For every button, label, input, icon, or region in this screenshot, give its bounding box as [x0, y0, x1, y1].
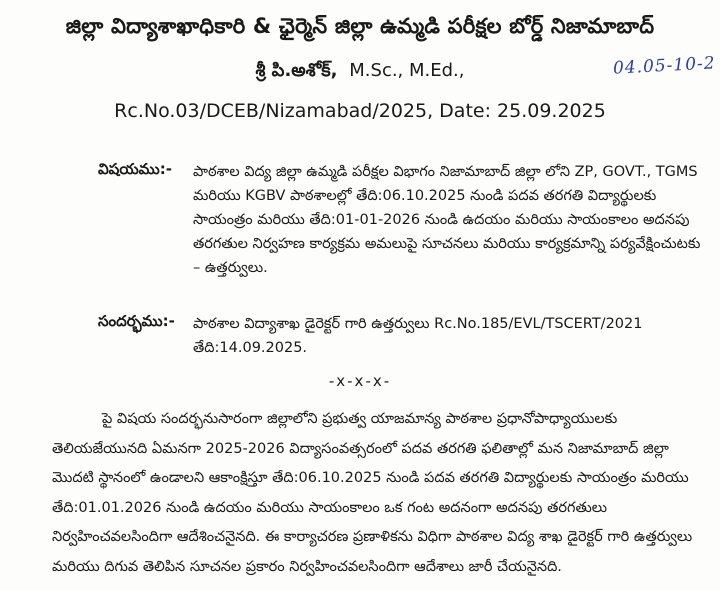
- document-heading: జిల్లా విద్యాశాఖాధికారి & ఛైర్మెన్ జిల్లా ఉమ్మడి పరీక్షల బోర్డ్ నిజామాబాద్: [65, 14, 655, 38]
- subject-label: విషయము:-: [98, 160, 172, 178]
- reference-text: పాఠశాల విద్యాశాఖ డైరెక్టర్ గారి ఉత్తర్వులు Rc.No.185/EVL/TSCERT/2021 తేది:14.09.2025.: [193, 316, 643, 356]
- reference-label: సందర్భము:-: [98, 312, 175, 330]
- subject-text: పాఠశాల విద్య జిల్లా ఉమ్మడి పరీక్షల విభాగం నిజామాబాద్ జిల్లా లోని ZP, GOVT., TGMS మరియు KGBV పాఠశాలల్లో తేది:06.10.2025 నుండి పదవ తరగతి విద్యార్థులకు సాయంత్రం మరియు తేది:01-01-2026 నుండి ఉదయం మరియు సాయంకాలం అదనపు తరగతుల నిర్వహణ కార్యక్రమ అమలుపై సూచనలు మరియు కార్యక్రమాన్ని పర్యవేక్షించుటకు – ఉత్తర్వులు.: [193, 164, 701, 276]
- body-paragraph: పై విషయ సందర్భనుసారంగా జిల్లాలోని ప్రభుత్వ యాజమాన్య పాఠశాల ప్రధానోపాధ్యాయులకు తెలియజేయునది ఏమనగా 2025-2026 విద్యాసంవత్సరంలో పదవ తరగతి ఫలితాల్లో మన నిజామాబాద్ జిల్లా మొదటి స్థానంలో ఉండాలని ఆకాంక్షిస్తూ తేది:06.10.2025 నుండి పదవ తరగతి విద్యార్థులకు సాయంత్రం మరియు తేది:01.01.2026 నుండి ఉదయం మరియు సాయంకాలం ఒక గంట అదనంగా అదనపు తరగతులు నిర్వహించవలసిందిగా ఆదేశించనైనది. ఈ కార్యాచరణ ప్రణాళికను విధిగా పాఠశాల విద్య శాఖ డైరెక్టర్ గారి ఉత్తర్వులు మరియు దిగువ తెలిపిన సూచనల ప్రకారం నిర్వహించవలసిందిగా ఆదేశాలు జారీ చేయనైనది.: [52, 411, 693, 575]
- reference-number: Rc.No.03/DCEB/Nizamabad/2025, Date: 25.09.2025: [114, 100, 606, 122]
- separator: -x-x-x-: [328, 372, 392, 390]
- officer-qualifications: M.Sc., M.Ed.,: [349, 60, 465, 81]
- officer-name: శ్రీ పి.అశోక్,: [255, 60, 338, 81]
- handwritten-note: 04.05-10-2: [612, 53, 717, 79]
